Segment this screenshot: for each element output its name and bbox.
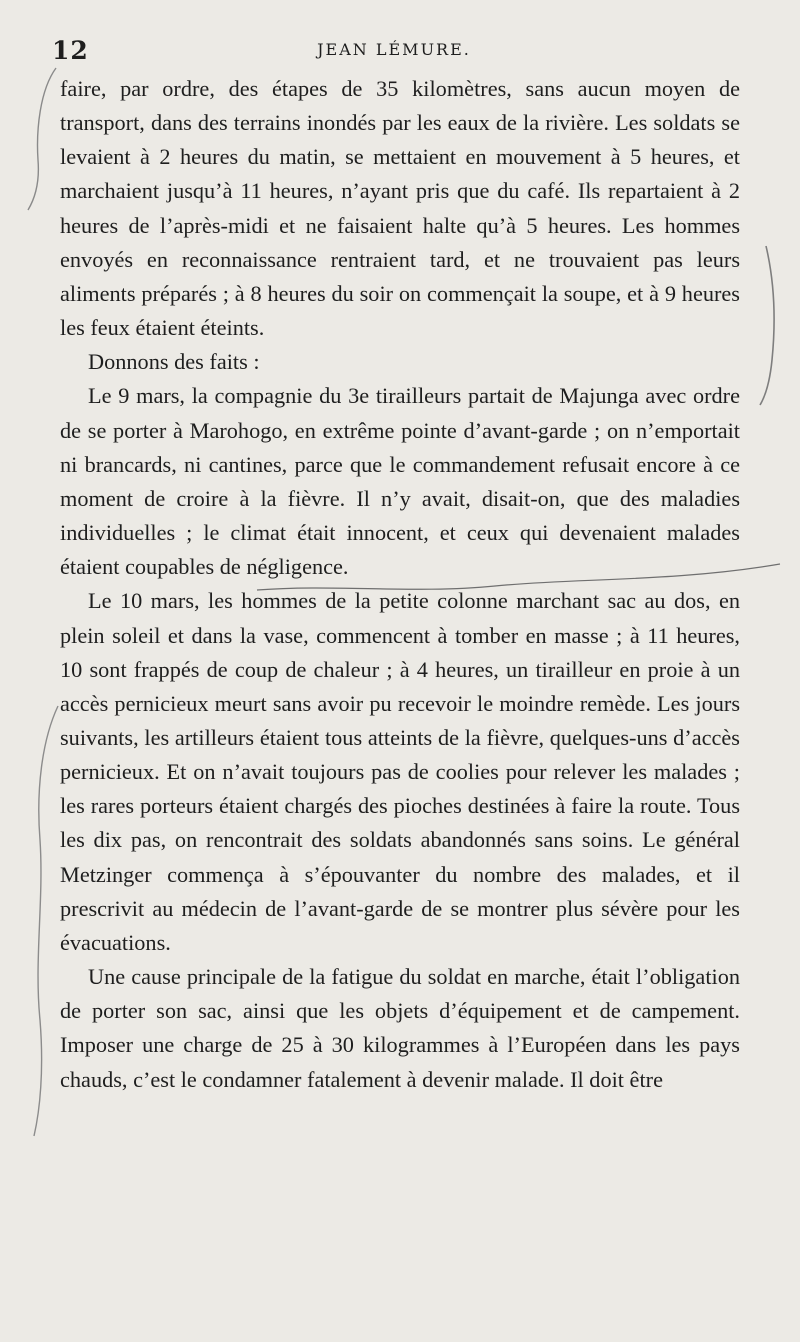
page-header xyxy=(52,36,730,68)
margin-pencil-mark-top-left xyxy=(22,60,62,220)
paragraph-2: Donnons des faits : xyxy=(88,349,260,375)
body-text xyxy=(60,72,740,1097)
paragraph-4: Le 10 mars, les hommes de la petite colonne marchant sac au dos, en plein soleil et dans la vase, commencent à tomber en masse ; à 11 heures, 10 sont frappés de coup de chaleur ; à 4 heures, un tirailleur en proie à un accès pernicieux meurt sans avoir pu recevoir le moindre remède. Les jours suivants, les artilleurs étaient tous atteints de la fièvre, quelques-uns d’accès pernicieux. Et on n’avait toujours pas de coolies pour relever les malades ; les rares porteurs étaient chargés des pioches destinées à faire la route. Tous les dix pas, on rencontrait des soldats abandonnés sans soins. Le général Metzinger commença à s’épouvanter du nombre des malades, et il prescrivit au médecin de l’avant-garde de se montrer plus sévère pour les évacuations. xyxy=(60,588,740,955)
page-number: 12 xyxy=(52,36,89,65)
paragraph-1: faire, par ordre, des étapes de 35 kilomètres, sans aucun moyen de transport, dans des terrains inondés par les eaux de la rivière. Les soldats se levaient à 2 heures du matin, se mettaient en mouvement à 5 heures, et marchaient jusqu’à 11 heures, n’ayant pris que du café. Ils repartaient à 2 heures de l’après-midi et ne faisaient halte qu’à 5 heures. Les hommes envoyés en reconnaissance rentraient tard, et ne trouvaient pas leurs aliments préparés ; à 8 heures du soir on commençait la soupe, et à 9 heures les feux étaient éteints. xyxy=(60,76,740,341)
paragraph-3: Le 9 mars, la compagnie du 3e tirailleurs partait de Majunga avec ordre de se porter à Marohogo, en extrême pointe d’avant-garde ; on n’emportait ni brancards, ni cantines, parce que le commandement refusait encore à ce moment de croire à la fièvre. Il n’y avait, disait-on, que des maladies individuelles ; le climat était innocent, et ceux qui devenaient malades étaient coupables de négligence. xyxy=(60,383,740,580)
margin-pencil-mark-left-long xyxy=(28,700,64,1140)
paragraph-5: Une cause principale de la fatigue du soldat en marche, était l’obligation de porter son sac, ainsi que les objets d’équipement et de campement. Imposer une charge de 25 à 30 kilogrammes à l’Européen dans les pays chauds, c’est le condamner fatalement à devenir malade. Il doit être xyxy=(60,964,740,1092)
margin-pencil-mark-right xyxy=(752,240,782,410)
running-title: JEAN LÉMURE. xyxy=(317,40,471,59)
